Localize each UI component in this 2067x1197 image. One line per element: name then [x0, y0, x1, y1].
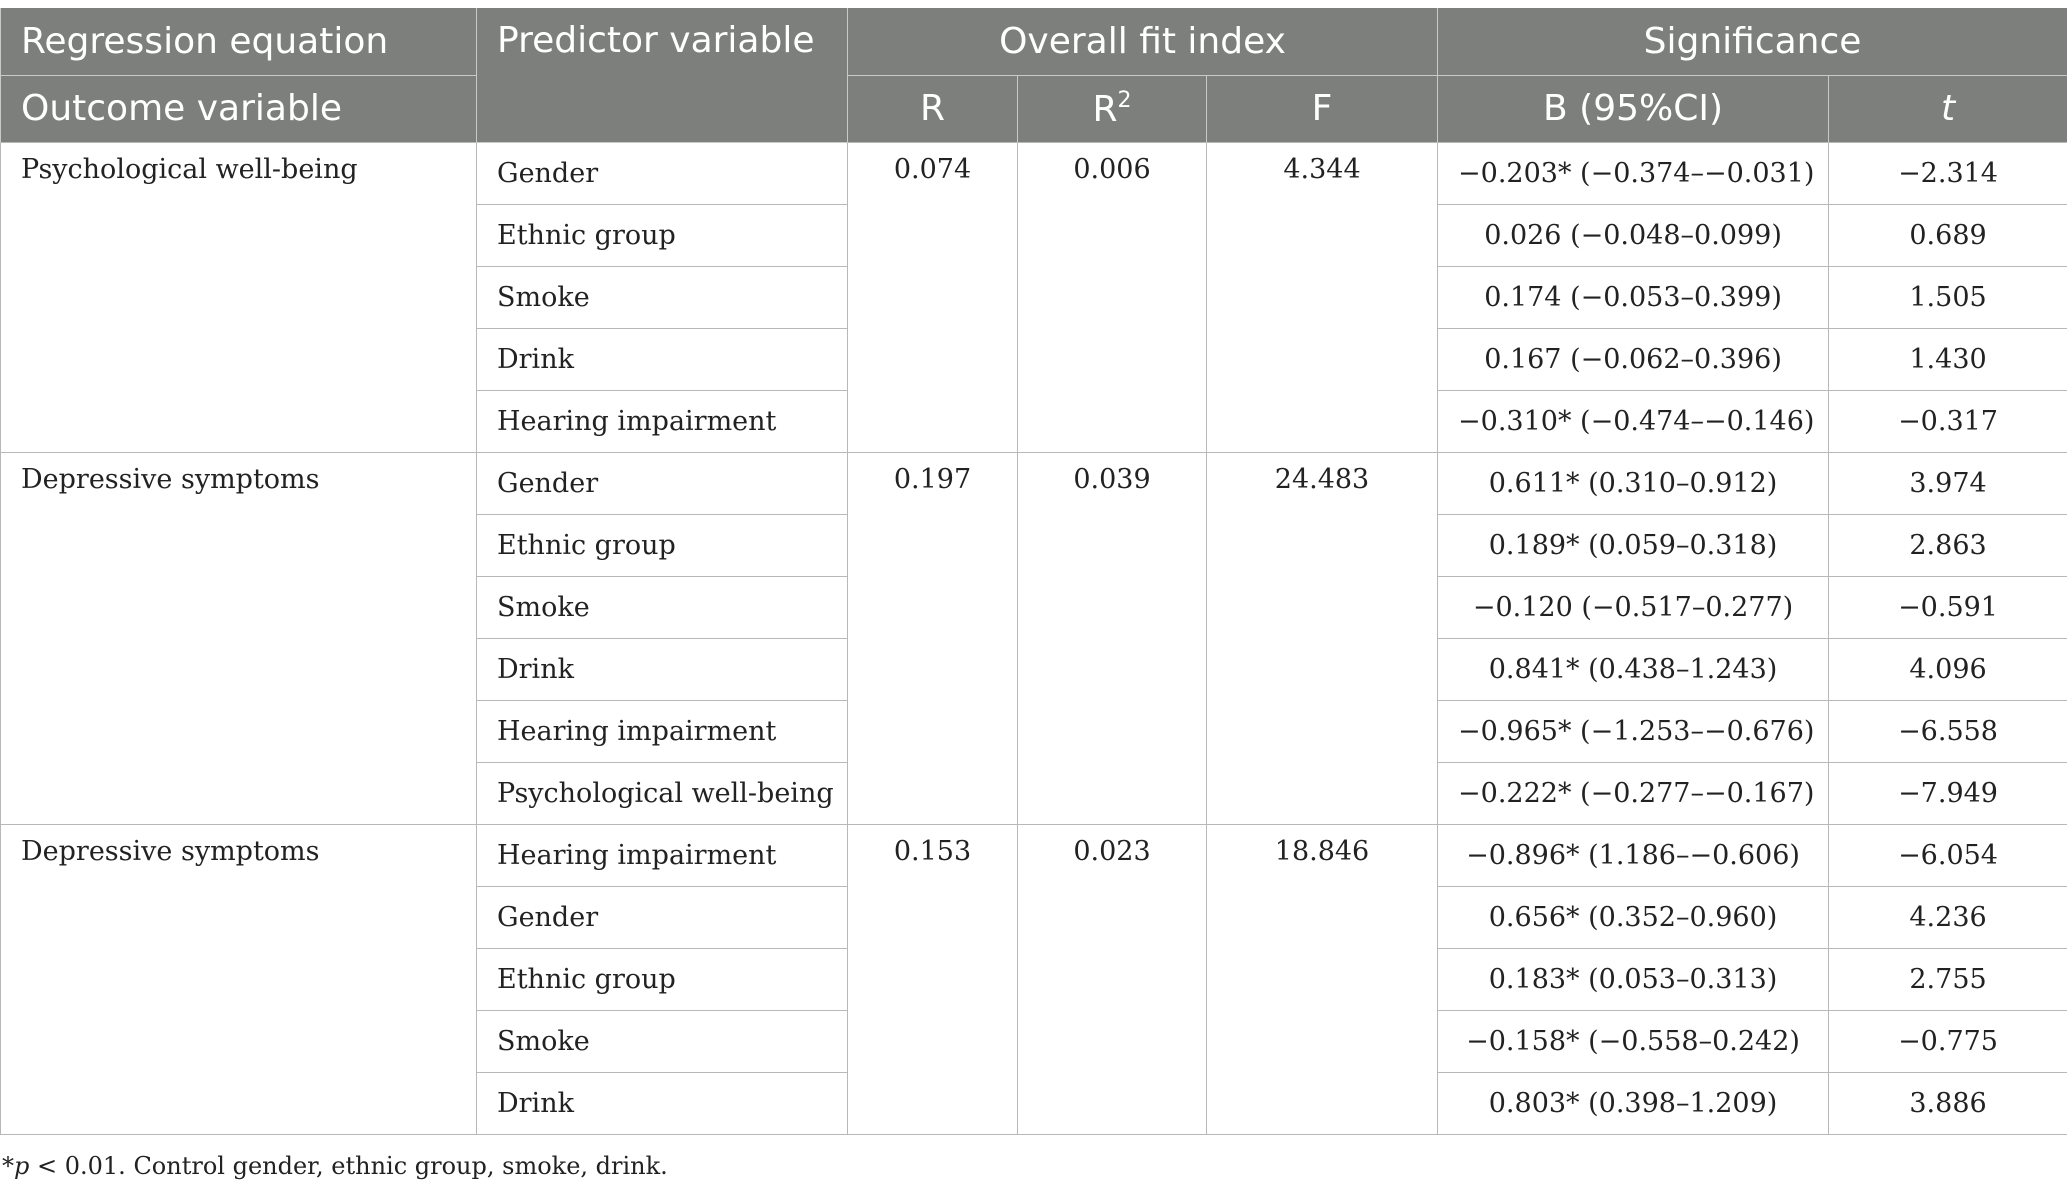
b-ci-cell: −0.310* (−0.474–−0.146) — [1438, 390, 1829, 452]
b-ci-cell: 0.611* (0.310–0.912) — [1438, 452, 1829, 514]
header-significance: Significance — [1438, 8, 2067, 75]
r-cell: 0.197 — [848, 452, 1018, 824]
footnote-star: * — [2, 1152, 14, 1180]
outcome-cell: Depressive symptoms — [1, 452, 477, 824]
t-cell: 3.886 — [1829, 1072, 2067, 1134]
header-outcome-variable: Outcome variable — [1, 75, 477, 142]
f-cell: 4.344 — [1207, 142, 1438, 452]
predictor-cell: Smoke — [477, 576, 848, 638]
b-ci-cell: −0.222* (−0.277–−0.167) — [1438, 762, 1829, 824]
t-cell: 4.096 — [1829, 638, 2067, 700]
b-ci-cell: 0.189* (0.059–0.318) — [1438, 514, 1829, 576]
header-t-label: t — [1940, 88, 1956, 129]
footnote-p: p — [14, 1152, 30, 1180]
predictor-cell: Psychological well-being — [477, 762, 848, 824]
b-ci-cell: 0.167 (−0.062–0.396) — [1438, 328, 1829, 390]
header-row-1 — [1, 8, 2067, 75]
b-ci-cell: −0.120 (−0.517–0.277) — [1438, 576, 1829, 638]
t-cell: 3.974 — [1829, 452, 2067, 514]
b-ci-cell: 0.656* (0.352–0.960) — [1438, 886, 1829, 948]
t-cell: 0.689 — [1829, 204, 2067, 266]
b-ci-cell: −0.896* (1.186–−0.606) — [1438, 824, 1829, 886]
table-row — [1, 824, 2067, 886]
t-cell: −2.314 — [1829, 142, 2067, 204]
predictor-cell: Hearing impairment — [477, 824, 848, 886]
b-ci-cell: −0.965* (−1.253–−0.676) — [1438, 700, 1829, 762]
b-ci-cell: −0.203* (−0.374–−0.031) — [1438, 142, 1829, 204]
t-cell: −0.317 — [1829, 390, 2067, 452]
f-cell: 18.846 — [1207, 824, 1438, 1134]
regression-table — [0, 8, 2067, 1135]
b-ci-cell: −0.158* (−0.558–0.242) — [1438, 1010, 1829, 1072]
predictor-cell: Ethnic group — [477, 514, 848, 576]
header-r-squared — [1018, 75, 1207, 142]
r2-cell: 0.006 — [1018, 142, 1207, 452]
header-b-ci: B (95%CI) — [1438, 75, 1829, 142]
b-ci-cell: 0.026 (−0.048–0.099) — [1438, 204, 1829, 266]
t-cell: −0.591 — [1829, 576, 2067, 638]
r2-cell: 0.023 — [1018, 824, 1207, 1134]
predictor-cell: Gender — [477, 142, 848, 204]
predictor-cell: Smoke — [477, 1010, 848, 1072]
r-cell: 0.074 — [848, 142, 1018, 452]
b-ci-cell: 0.183* (0.053–0.313) — [1438, 948, 1829, 1010]
predictor-cell: Ethnic group — [477, 948, 848, 1010]
table-row — [1, 452, 2067, 514]
predictor-cell: Smoke — [477, 266, 848, 328]
predictor-cell: Ethnic group — [477, 204, 848, 266]
outcome-cell: Psychological well-being — [1, 142, 477, 452]
predictor-cell: Drink — [477, 638, 848, 700]
predictor-cell: Gender — [477, 886, 848, 948]
table-footnote — [2, 1152, 668, 1180]
header-r2-superscript: 2 — [1117, 87, 1132, 113]
t-cell: 1.430 — [1829, 328, 2067, 390]
table-row — [1, 142, 2067, 204]
predictor-cell: Hearing impairment — [477, 390, 848, 452]
footnote-text: < 0.01. Control gender, ethnic group, smoke, drink. — [29, 1152, 668, 1180]
header-row-2 — [1, 75, 2067, 142]
header-t — [1829, 75, 2067, 142]
header-r2-base: R — [1092, 88, 1118, 130]
header-r: R — [848, 75, 1018, 142]
t-cell: −7.949 — [1829, 762, 2067, 824]
b-ci-cell: 0.803* (0.398–1.209) — [1438, 1072, 1829, 1134]
r2-cell: 0.039 — [1018, 452, 1207, 824]
t-cell: −0.775 — [1829, 1010, 2067, 1072]
t-cell: 1.505 — [1829, 266, 2067, 328]
t-cell: −6.054 — [1829, 824, 2067, 886]
predictor-cell: Hearing impairment — [477, 700, 848, 762]
r-cell: 0.153 — [848, 824, 1018, 1134]
t-cell: 2.863 — [1829, 514, 2067, 576]
header-overall-fit-index: Overall fit index — [848, 8, 1438, 75]
table-body — [1, 142, 2067, 1134]
table-header — [1, 8, 2067, 142]
outcome-cell: Depressive symptoms — [1, 824, 477, 1134]
predictor-cell: Gender — [477, 452, 848, 514]
header-f: F — [1207, 75, 1438, 142]
t-cell: 2.755 — [1829, 948, 2067, 1010]
predictor-cell: Drink — [477, 328, 848, 390]
predictor-cell: Drink — [477, 1072, 848, 1134]
header-predictor-variable: Predictor variable — [477, 8, 848, 142]
header-regression-equation: Regression equation — [1, 8, 477, 75]
t-cell: 4.236 — [1829, 886, 2067, 948]
t-cell: −6.558 — [1829, 700, 2067, 762]
b-ci-cell: 0.841* (0.438–1.243) — [1438, 638, 1829, 700]
f-cell: 24.483 — [1207, 452, 1438, 824]
b-ci-cell: 0.174 (−0.053–0.399) — [1438, 266, 1829, 328]
